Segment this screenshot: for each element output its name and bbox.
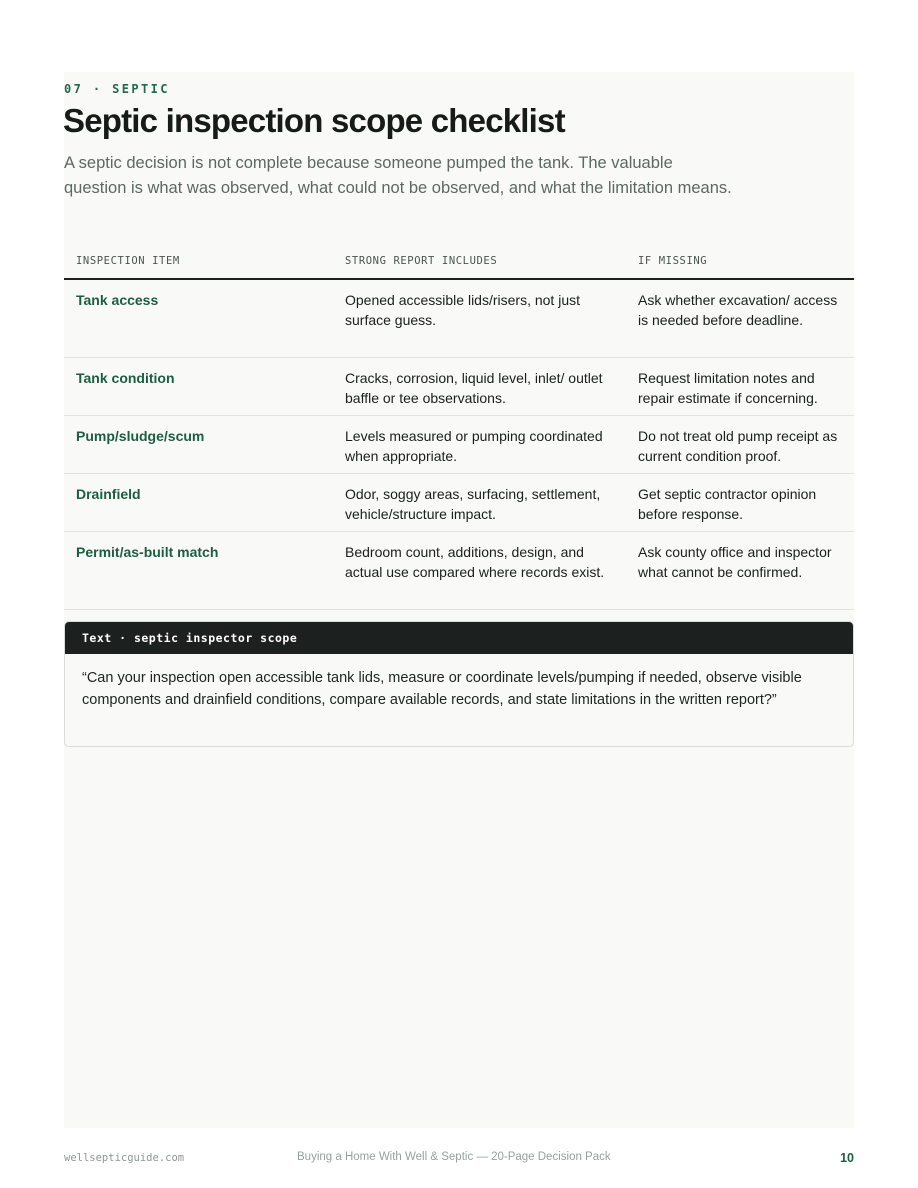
- inspection-checklist-table: [64, 244, 854, 610]
- row-item-label: Tank access: [76, 292, 159, 308]
- page-title: Septic inspection scope checklist: [63, 102, 565, 139]
- section-eyebrow: 07 · SEPTIC: [64, 82, 170, 96]
- footer-document-title: Buying a Home With Well & Septic — 20-Page Decision Pack: [297, 1151, 611, 1163]
- row-includes-text: Cracks, corrosion, liquid level, inlet/ outlet baffle or tee observations.: [345, 370, 603, 406]
- script-callout-label: Text · septic inspector scope: [82, 631, 298, 645]
- row-item-label: Drainfield: [76, 486, 141, 502]
- table-row: [64, 416, 854, 474]
- row-includes-text: Levels measured or pumping coordinated when appropriate.: [345, 428, 603, 464]
- page-number: 10: [840, 1151, 854, 1165]
- row-includes-text: Bedroom count, additions, design, and actual use compared where records exist.: [345, 544, 605, 580]
- table-header: [64, 244, 854, 280]
- row-item-label: Pump/sludge/scum: [76, 428, 205, 444]
- table-row: [64, 280, 854, 358]
- row-missing-text: Ask whether excavation/ access is needed before deadline.: [638, 292, 838, 328]
- script-callout: [64, 621, 854, 747]
- table-row: [64, 358, 854, 416]
- footer-site-url: wellsepticguide.com: [64, 1152, 185, 1164]
- row-missing-text: Request limitation notes and repair estimate if concerning.: [638, 370, 818, 406]
- row-item-label: Permit/as-built match: [76, 544, 219, 560]
- column-header-item: INSPECTION ITEM: [76, 255, 180, 267]
- row-item-label: Tank condition: [76, 370, 175, 386]
- column-header-missing: IF MISSING: [638, 255, 708, 267]
- row-missing-text: Ask county office and inspector what cannot be confirmed.: [638, 544, 832, 580]
- row-includes-text: Odor, soggy areas, surfacing, settlement, vehicle/structure impact.: [345, 486, 601, 522]
- script-callout-text: “Can your inspection open accessible tank lids, measure or coordinate levels/pumping if needed, observe visible components and drainfield conditions, compare available records, and state limitations in the written report?”: [82, 670, 802, 708]
- row-includes-text: Opened accessible lids/risers, not just surface guess.: [345, 292, 580, 328]
- row-missing-text: Do not treat old pump receipt as current condition proof.: [638, 428, 838, 464]
- script-callout-header: [65, 622, 853, 654]
- table-row: [64, 474, 854, 532]
- intro-paragraph: A septic decision is not complete because someone pumped the tank. The valuable question is what was observed, what could not be observed, and what the limitation means.: [64, 154, 732, 197]
- column-header-includes: STRONG REPORT INCLUDES: [345, 255, 498, 267]
- table-row: [64, 532, 854, 610]
- row-missing-text: Get septic contractor opinion before response.: [638, 486, 817, 522]
